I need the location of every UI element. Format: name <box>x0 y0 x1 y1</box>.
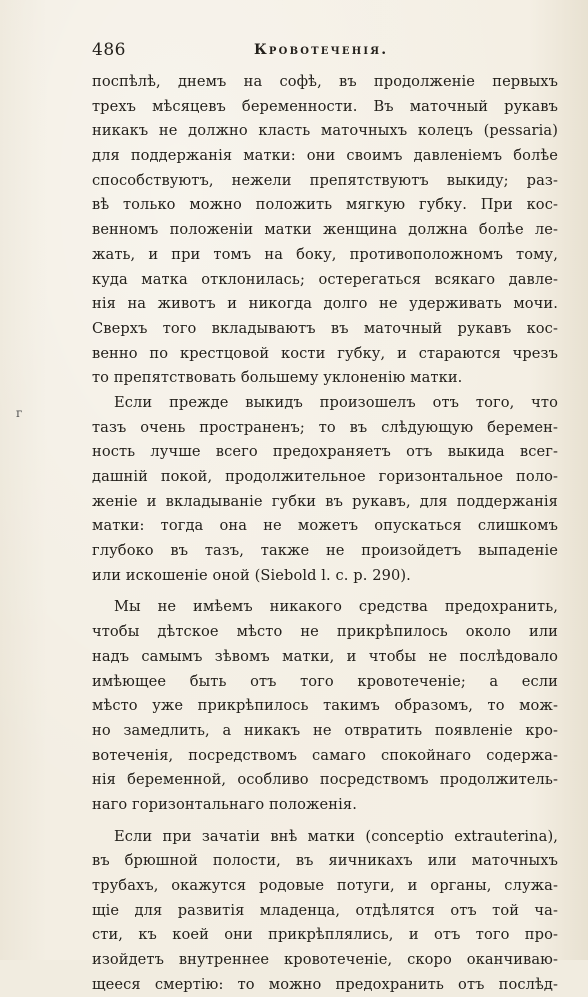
text-line: въ брюшной полости, въ яичникахъ или маточныхъ <box>92 852 558 870</box>
text-line: ность лучше всего предохраняетъ отъ выкида всег- <box>92 443 558 461</box>
text-line: или искошеніе оной (Siebold l. c. p. 290). <box>92 566 411 584</box>
text-line: матки: тогда она не можетъ опускаться слишкомъ <box>92 517 558 535</box>
text-line: чтобы дѣтское мѣсто не прикрѣпилось около или <box>92 623 558 641</box>
text-line: щіе для развитія младенца, отдѣлятся отъ той ча- <box>92 901 558 919</box>
text-line: Если при зачатіи внѣ матки (conceptio extrauterina), <box>114 827 558 845</box>
text-line: трубахъ, окажутся родовые потуги, и органы, служа- <box>92 877 558 894</box>
running-head: Кровотеченія. <box>254 42 389 58</box>
text-line: трехъ мѣсяцевъ беременности. Въ маточный рукавъ <box>92 97 558 115</box>
text-line: поспѣлѣ, днемъ на софѣ, въ продолженіе первыхъ <box>92 73 558 90</box>
text-line: имѣющее быть отъ того кровотеченіе; а если <box>92 672 558 690</box>
text-line: куда матка отклонилась; остерегаться всякаго давле- <box>92 270 558 288</box>
text-line: Сверхъ того вкладываютъ въ маточный рукавъ кос- <box>92 319 558 337</box>
text-line: Мы не имѣемъ никакого средства предохранить, <box>114 598 558 616</box>
paragraph-gap <box>92 588 558 595</box>
text-line: сти, къ коей они прикрѣплялись, и отъ того про- <box>92 926 558 944</box>
body-text <box>92 70 558 997</box>
text-line: жать, и при томъ на боку, противоположномъ тому, <box>92 245 558 263</box>
text-line: никакъ не должно класть маточныхъ колецъ (pessaria) <box>92 122 558 140</box>
text-line: Если прежде выкидъ произошелъ отъ того, что <box>114 393 558 411</box>
text-line: нія беременной, особливо посредствомъ продолжитель- <box>92 771 558 789</box>
text-line: вѣ только можно положить мягкую губку. При кос- <box>92 196 558 214</box>
text-line: венно по крестцовой кости губку, и стараются чрезъ <box>92 344 558 362</box>
margin-mark: г <box>16 406 23 420</box>
page-header <box>92 40 562 62</box>
text-line: вотеченія, посредствомъ самаго спокойнаго содержа- <box>92 746 558 764</box>
text-line: тазъ очень пространенъ; то въ слѣдующую беремен- <box>92 418 558 436</box>
text-line: мѣсто уже прикрѣпилось такимъ образомъ, то мож- <box>92 697 558 715</box>
text-line: то препятствовать большему уклоненію матки. <box>92 369 463 387</box>
text-line: наго горизонтальнаго положенія. <box>92 795 357 813</box>
text-line: глубоко въ тазъ, также не произойдетъ выпаденіе <box>92 542 558 560</box>
paragraph-gap <box>92 818 558 825</box>
text-line: нія на животъ и никогда долго не удерживать мочи. <box>92 295 558 313</box>
text-line: дашній покой, продолжительное горизонтальное поло- <box>92 468 558 485</box>
text-line: для поддержанія матки: они своимъ давленіемъ болѣе <box>92 147 558 165</box>
text-line: надъ самымъ зѣвомъ матки, и чтобы не послѣдовало <box>92 647 558 665</box>
page-number: 486 <box>92 40 126 60</box>
text-line: женіе и вкладываніе губки въ рукавъ, для поддержанія <box>92 492 558 510</box>
text-line: венномъ положеніи матки женщина должна болѣе ле- <box>92 221 558 239</box>
text-line: способствуютъ, нежели препятствуютъ выкиду; раз- <box>92 171 558 189</box>
text-line: изойдетъ внутреннее кровотеченіе, скоро оканчиваю- <box>92 951 558 969</box>
text-line: щееся смертію: то можно предохранить отъ послѣд- <box>92 975 558 993</box>
text-line: но замедлить, а никакъ не отвратить появленіе кро- <box>92 721 558 739</box>
